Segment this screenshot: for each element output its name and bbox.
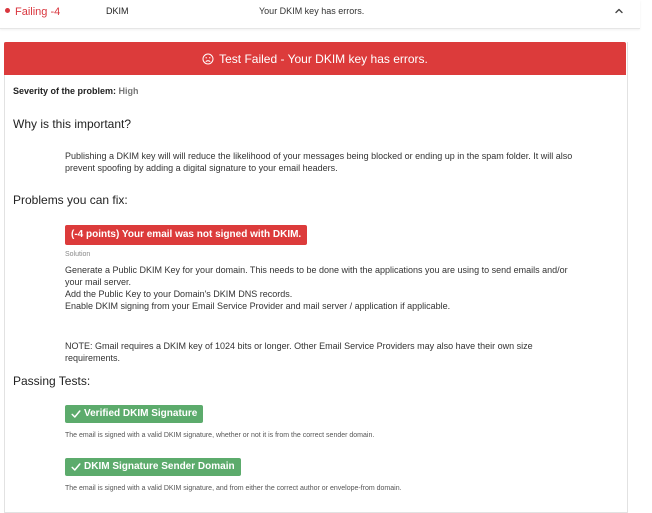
severity-value: High	[118, 86, 139, 96]
check-icon	[71, 462, 81, 472]
status-label: Failing -4	[15, 6, 61, 18]
failure-banner	[4, 42, 626, 75]
pass-badge-sender-domain	[65, 458, 241, 476]
banner-title: Test Failed - Your DKIM key has errors.	[219, 51, 428, 66]
solution-line: Generate a Public DKIM Key for your domain. This needs to be done with the applications you are using to send emails and/or your mail server.	[65, 265, 568, 287]
importance-heading: Why is this important?	[13, 117, 132, 131]
severity-label: Severity of the problem:	[13, 86, 117, 96]
test-result-row[interactable]	[0, 0, 640, 29]
importance-text: Publishing a DKIM key will will reduce the likelihood of your messages being blocked or ending up in the spam folder. It will also prevent spoofing by adding a digital signature to your email headers.	[65, 151, 573, 173]
check-icon	[71, 409, 81, 419]
pass-badge-label: Verified DKIM Signature	[84, 408, 198, 419]
problem-badge: (-4 points) Your email was not signed with DKIM.	[65, 225, 307, 245]
test-status	[5, 6, 60, 18]
solution-line: Enable DKIM signing from your Email Service Provider and mail server / application if applicable.	[65, 301, 451, 311]
problems-heading: Problems you can fix:	[13, 193, 128, 207]
pass-description: The email is signed with a valid DKIM signature, and from either the correct author or envelope-from domain.	[65, 485, 402, 492]
severity-line	[13, 86, 139, 96]
pass-badge-label: DKIM Signature Sender Domain	[84, 461, 235, 472]
sad-face-icon	[202, 53, 214, 65]
test-summary: Your DKIM key has errors.	[259, 6, 365, 16]
status-dot-icon	[5, 8, 10, 13]
solution-text	[65, 264, 575, 312]
pass-description: The email is signed with a valid DKIM signature, whether or not it is from the correct sender domain.	[65, 432, 375, 439]
test-name: DKIM	[106, 6, 129, 16]
passing-heading: Passing Tests:	[13, 374, 91, 388]
solution-label: Solution	[65, 251, 91, 258]
note-text: NOTE: Gmail requires a DKIM key of 1024 bits or longer. Other Email Service Providers may also have their own size requirements.	[65, 341, 533, 363]
solution-line: Add the Public Key to your Domain's DKIM DNS records.	[65, 289, 293, 299]
chevron-up-icon[interactable]	[613, 5, 625, 17]
pass-badge-verified-signature	[65, 405, 203, 423]
